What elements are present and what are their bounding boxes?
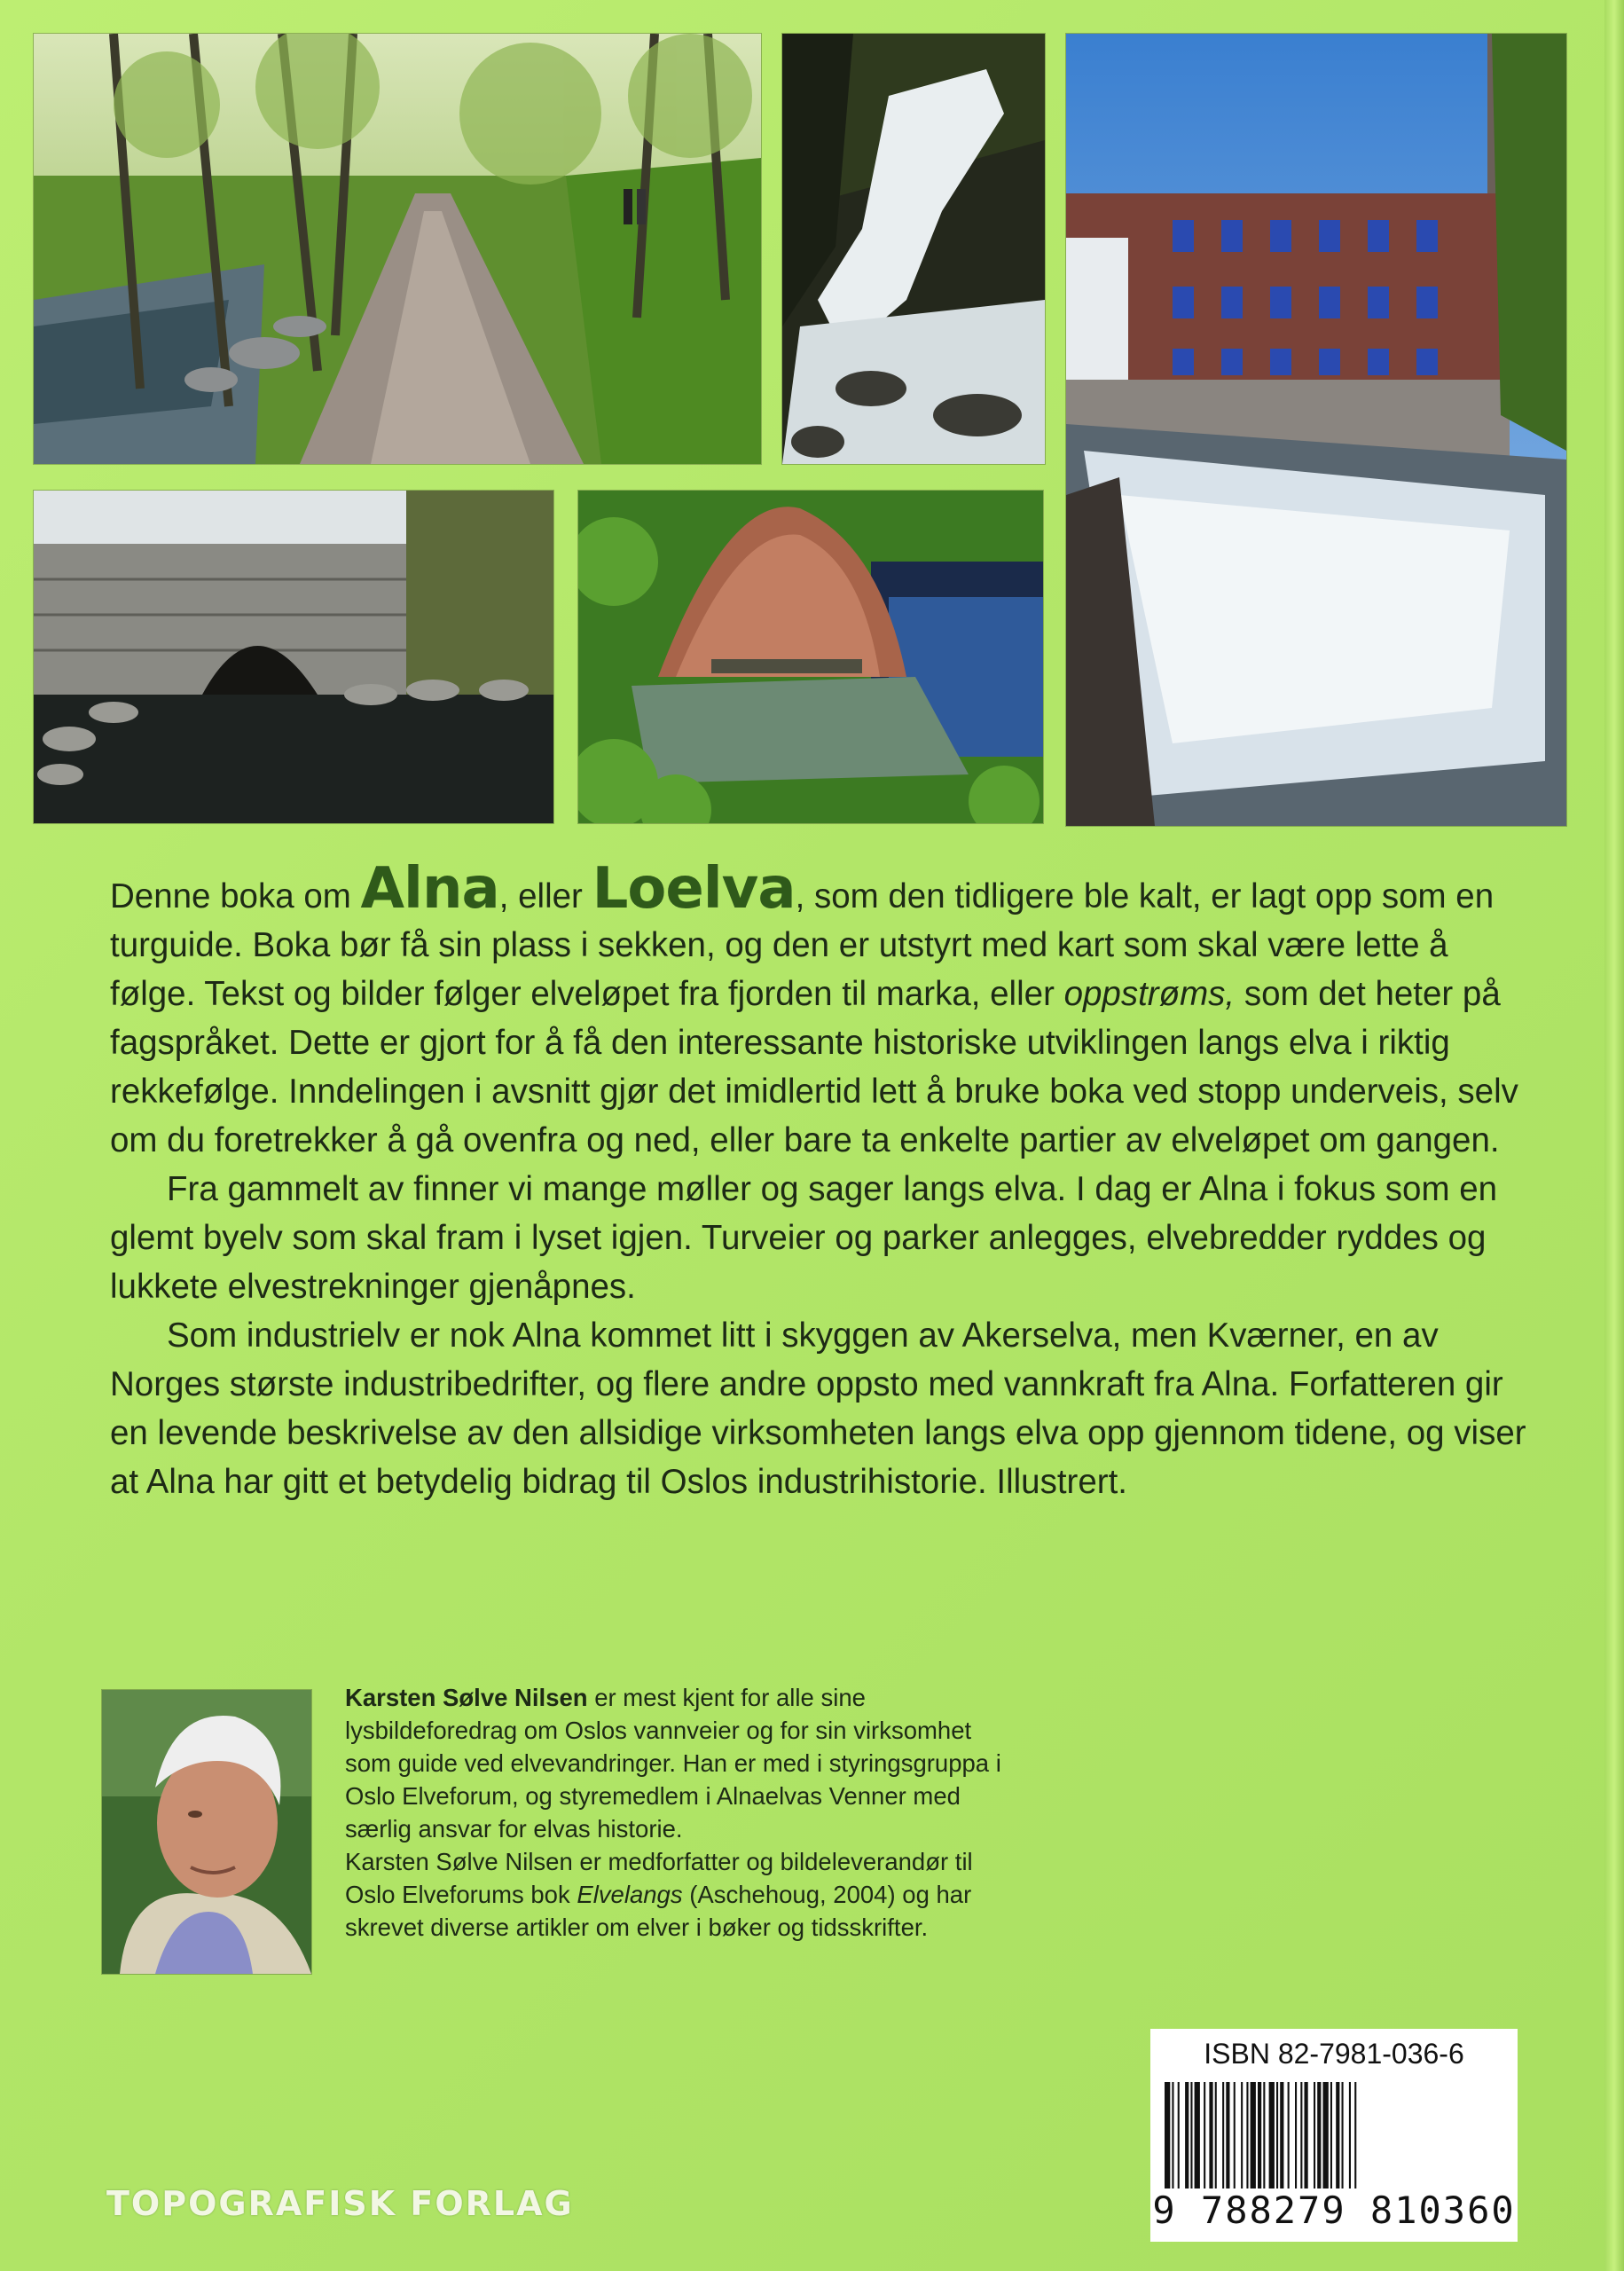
barcode-bar (1246, 2082, 1248, 2188)
book-title-elvelangs: Elvelangs (577, 1881, 683, 1908)
blurb-italic-term: oppstrøms, (1063, 975, 1236, 1013)
barcode-bar (1336, 2082, 1339, 2188)
author-bio-text: (Aschehoug, 2004) og har skrevet diverse artikler om elver i bøker og tidsskrifter. (345, 1881, 972, 1941)
barcode-number: 9 788279 810360 (1152, 2188, 1516, 2232)
barcode-bar (1342, 2082, 1344, 2188)
barcode-bar (1314, 2082, 1315, 2188)
author-bio-paragraph-2 (345, 1845, 1019, 1944)
barcode-bar (1323, 2082, 1329, 2188)
isbn-label: ISBN 82-7981-036-6 (1204, 2038, 1464, 2070)
blurb-text: , som den tidligere ble kalt, er lagt opp som en turguide. Boka bør få sin plass i sekken, og den er utstyrt med kart som skal være lette å følge. Tekst og bilder følger elveløpet fra fjorden til marka, eller (110, 877, 1495, 1013)
cover-edge (1604, 0, 1624, 2271)
barcode-bar (1288, 2082, 1290, 2188)
author-bio-text: Karsten Sølve Nilsen er medforfatter og bildeleverandør til Oslo Elveforums bok (345, 1848, 973, 1908)
author-portrait-photo (102, 1690, 311, 1974)
culvert-photo (578, 491, 1043, 823)
title-alna: Alna (360, 856, 499, 922)
author-name: Karsten Sølve Nilsen (345, 1684, 588, 1711)
barcode-bar (1305, 2082, 1308, 2188)
barcode-bar (1241, 2082, 1243, 2188)
barcode-bar (1195, 2082, 1200, 2188)
stone-bridge-photo (34, 491, 553, 823)
blurb-text: som det heter på fagspråket. Dette er gjort for å få den interessante historiske utviklingen langs elva i riktig rekkefølge. Inndelingen i avsnitt gjør det imidlertid lett å bruke boka ved stopp underveis, selv om du foretrekker å gå ovenfra og ned, eller bare ta enkelte partier av elveløpet om gangen. (110, 975, 1518, 1159)
barcode-bar (1349, 2082, 1351, 2188)
author-bio-text: er mest kjent for alle sine lysbildeforedrag om Oslos vannveier og for sin virksomhet som guide ved elvevandringer. Han er med i styringsgruppa i Oslo Elveforum, og styremedlem i Alnaelvas Venner med særlig ansvar for elvas historie. (345, 1684, 1001, 1843)
barcode-bar (1209, 2082, 1212, 2188)
barcode-bar (1251, 2082, 1256, 2188)
barcode-bar (1215, 2082, 1217, 2188)
barcode-bars (1161, 2082, 1507, 2188)
forest-path-photo (34, 34, 761, 464)
barcode-bar (1317, 2082, 1321, 2188)
barcode-bar (1263, 2082, 1265, 2188)
cover-blurb (110, 856, 1529, 1506)
barcode-bar (1185, 2082, 1189, 2188)
waterfall-photo (782, 34, 1045, 464)
barcode-bar (1165, 2082, 1170, 2188)
barcode-bar (1354, 2082, 1356, 2188)
publisher-name: TOPOGRAFISK FORLAG (106, 2184, 574, 2223)
author-bio (345, 1681, 1019, 1944)
barcode-bar (1276, 2082, 1278, 2188)
blurb-text: , eller (498, 877, 592, 915)
blurb-paragraph-3: Som industrielv er nok Alna kommet litt i skyggen av Akerselva, men Kværner, en av Norges største industribedrifter, og flere andre oppsto med vannkraft fra Alna. Forfatteren gir en levende beskrivelse av den allsidige virksomheten langs elva opp gjennom tidene, og viser at Alna har gitt et betydelig bidrag til Oslos industrihistorie. Illustrert. (110, 1316, 1526, 1501)
factory-waterfall-photo (1066, 34, 1566, 826)
barcode-bar (1172, 2082, 1173, 2188)
barcode-bar (1295, 2082, 1297, 2188)
barcode-bar (1280, 2082, 1283, 2188)
blurb-text: Denne boka om (110, 877, 361, 915)
barcode-bar (1300, 2082, 1302, 2188)
barcode-bar (1190, 2082, 1192, 2188)
barcode-bar (1204, 2082, 1205, 2188)
author-bio-paragraph-1 (345, 1681, 1019, 1845)
barcode-bar (1330, 2082, 1332, 2188)
barcode-bar (1178, 2082, 1180, 2188)
title-loelva: Loelva (592, 856, 796, 922)
barcode-bar (1269, 2082, 1275, 2188)
barcode-bar (1234, 2082, 1236, 2188)
barcode-bar (1226, 2082, 1229, 2188)
barcode-bar (1222, 2082, 1224, 2188)
isbn-barcode (1150, 2029, 1518, 2242)
barcode-bar (1258, 2082, 1261, 2188)
blurb-paragraph-1 (110, 856, 1529, 1165)
blurb-paragraph-2: Fra gammelt av finner vi mange møller og sager langs elva. I dag er Alna i fokus som en glemt byelv som skal fram i lyset igjen. Turveier og parker anlegges, elvebredder ryddes og lukkete elvestrekninger gjenåpnes. (110, 1170, 1498, 1306)
